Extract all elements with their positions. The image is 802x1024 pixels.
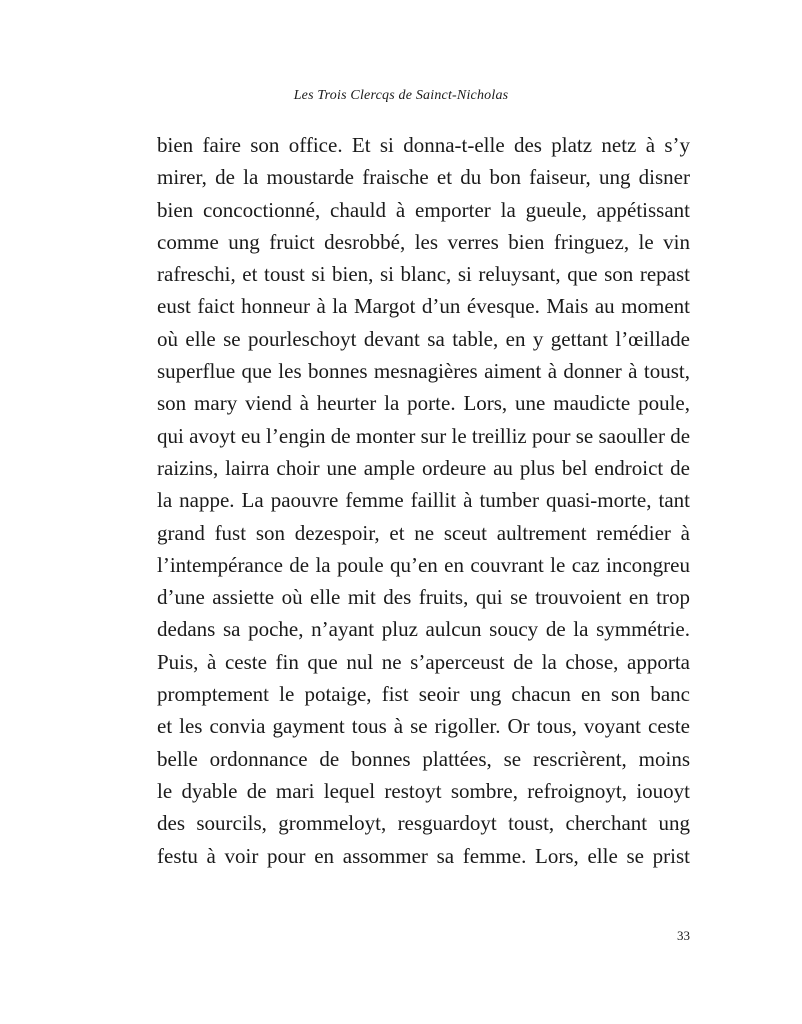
text-line: son mary viend à heurter la porte. Lors, une maudicte poule, [157, 391, 690, 416]
text-line: Puis, à ceste fin que nul ne s’aperceust de la chose, apporta [157, 649, 690, 674]
text-line: rafreschi, et toust si bien, si blanc, si reluysant, que son repast [157, 262, 690, 287]
text-line: comme ung fruict desrobbé, les verres bien fringuez, le vin [157, 229, 690, 254]
text-line: mirer, de la moustarde fraische et du bon faiseur, ung disner [157, 165, 690, 190]
text-line: le dyable de mari lequel restoyt sombre, refroignoyt, iouoyt [157, 778, 690, 803]
text-line: eust faict honneur à la Margot d’un évesque. Mais au moment [157, 294, 690, 319]
text-line: grand fust son dezespoir, et ne sceut aultrement remédier à [157, 520, 690, 545]
text-line: promptement le potaige, fist seoir ung chacun en son banc [157, 682, 690, 707]
text-line: des sourcils, grommeloyt, resguardoyt toust, cherchant ung [157, 811, 690, 836]
running-head: Les Trois Clercqs de Sainct-Nicholas [293, 88, 509, 103]
body-text [157, 129, 690, 872]
text-line: qui avoyt eu l’engin de monter sur le treilliz pour se saouller de [157, 423, 690, 448]
text-line: dedans sa poche, n’ayant pluz aulcun soucy de la symmétrie. [157, 617, 690, 642]
text-line: bien concoctionné, chauld à emporter la gueule, appétissant [157, 197, 690, 222]
text-line: bien faire son office. Et si donna-t-elle des platz netz à s’y [157, 133, 690, 157]
page-number: 33 [677, 928, 690, 943]
text-line: où elle se pourleschoyt devant sa table, en y gettant l’œillade [157, 326, 690, 351]
text-line: festu à voir pour en assommer sa femme. Lors, elle se prist [157, 843, 690, 868]
text-line: l’intempérance de la poule qu’en en couvrant le caz incongreu [157, 552, 690, 577]
text-line: belle ordonnance de bonnes plattées, se rescrièrent, moins [157, 746, 690, 771]
text-line: d’une assiette où elle mit des fruits, qui se trouvoient en trop [157, 585, 690, 610]
text-line: la nappe. La paouvre femme faillit à tumber quasi-morte, tant [157, 488, 690, 513]
text-line: et les convia gayment tous à se rigoller. Or tous, voyant ceste [157, 714, 690, 739]
text-line: raizins, lairra choir une ample ordeure au plus bel endroict de [157, 455, 690, 480]
text-line: superflue que les bonnes mesnagières aiment à donner à toust, [157, 359, 690, 384]
